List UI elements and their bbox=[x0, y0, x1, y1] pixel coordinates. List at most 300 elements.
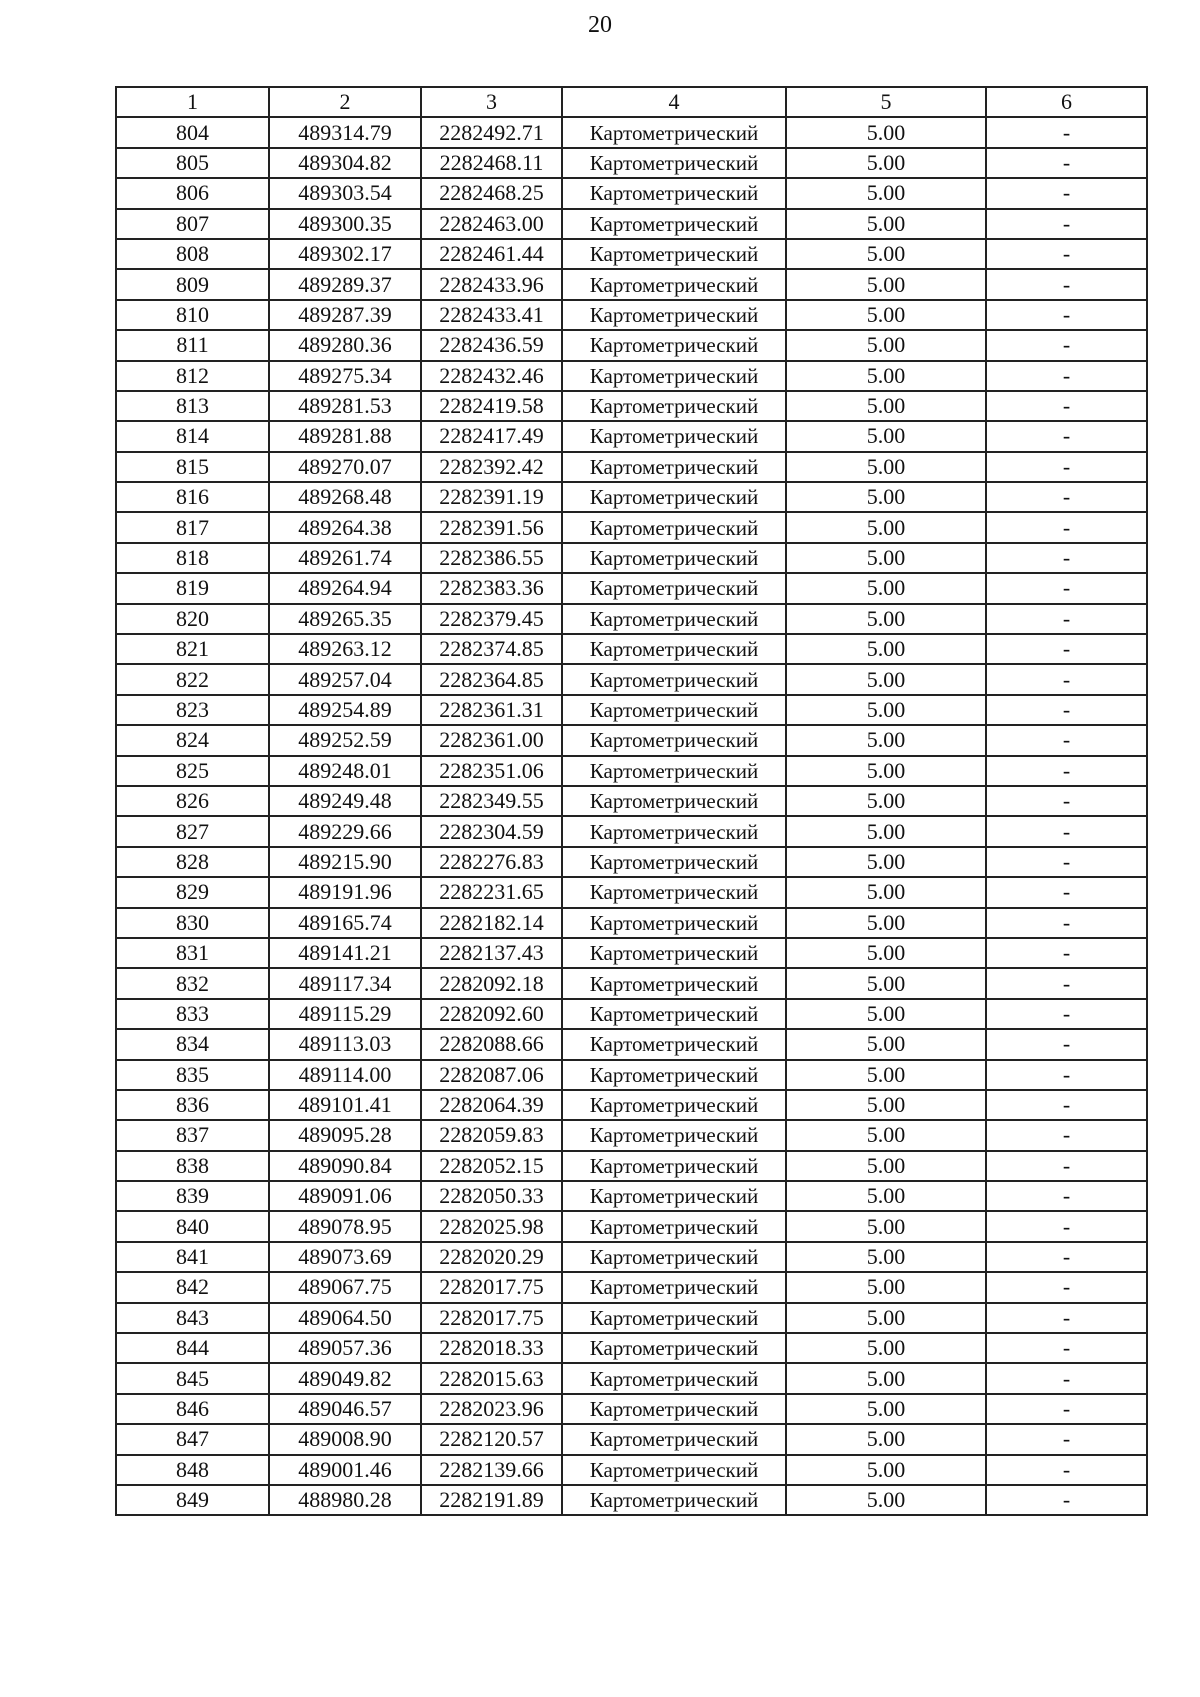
note-cell: - bbox=[986, 512, 1147, 542]
table-row bbox=[116, 756, 1147, 786]
method-cell: Картометрический bbox=[562, 1242, 786, 1272]
note-cell: - bbox=[986, 604, 1147, 634]
table-row bbox=[116, 361, 1147, 391]
accuracy-cell: 5.00 bbox=[786, 269, 986, 299]
table-row bbox=[116, 573, 1147, 603]
y-coordinate-cell: 2282231.65 bbox=[421, 877, 562, 907]
point-number-cell: 828 bbox=[116, 847, 269, 877]
table-row bbox=[116, 634, 1147, 664]
note-cell: - bbox=[986, 877, 1147, 907]
table-row bbox=[116, 847, 1147, 877]
x-coordinate-cell: 489113.03 bbox=[269, 1029, 421, 1059]
note-cell: - bbox=[986, 1090, 1147, 1120]
accuracy-cell: 5.00 bbox=[786, 695, 986, 725]
method-cell: Картометрический bbox=[562, 725, 786, 755]
x-coordinate-cell: 489049.82 bbox=[269, 1363, 421, 1393]
point-number-cell: 841 bbox=[116, 1242, 269, 1272]
y-coordinate-cell: 2282025.98 bbox=[421, 1211, 562, 1241]
y-coordinate-cell: 2282276.83 bbox=[421, 847, 562, 877]
accuracy-cell: 5.00 bbox=[786, 938, 986, 968]
accuracy-cell: 5.00 bbox=[786, 1151, 986, 1181]
table-row bbox=[116, 1211, 1147, 1241]
accuracy-cell: 5.00 bbox=[786, 573, 986, 603]
y-coordinate-cell: 2282349.55 bbox=[421, 786, 562, 816]
x-coordinate-cell: 489064.50 bbox=[269, 1303, 421, 1333]
note-cell: - bbox=[986, 1060, 1147, 1090]
y-coordinate-cell: 2282015.63 bbox=[421, 1363, 562, 1393]
table-row bbox=[116, 300, 1147, 330]
y-coordinate-cell: 2282120.57 bbox=[421, 1424, 562, 1454]
y-coordinate-cell: 2282018.33 bbox=[421, 1333, 562, 1363]
note-cell: - bbox=[986, 1029, 1147, 1059]
table-row bbox=[116, 1333, 1147, 1363]
y-coordinate-cell: 2282088.66 bbox=[421, 1029, 562, 1059]
note-cell: - bbox=[986, 1333, 1147, 1363]
y-coordinate-cell: 2282383.36 bbox=[421, 573, 562, 603]
y-coordinate-cell: 2282304.59 bbox=[421, 816, 562, 846]
accuracy-cell: 5.00 bbox=[786, 330, 986, 360]
accuracy-cell: 5.00 bbox=[786, 452, 986, 482]
x-coordinate-cell: 489289.37 bbox=[269, 269, 421, 299]
accuracy-cell: 5.00 bbox=[786, 148, 986, 178]
point-number-cell: 814 bbox=[116, 421, 269, 451]
table-row bbox=[116, 1151, 1147, 1181]
table-row bbox=[116, 695, 1147, 725]
note-cell: - bbox=[986, 1211, 1147, 1241]
note-cell: - bbox=[986, 361, 1147, 391]
x-coordinate-cell: 489264.94 bbox=[269, 573, 421, 603]
method-cell: Картометрический bbox=[562, 938, 786, 968]
point-number-cell: 839 bbox=[116, 1181, 269, 1211]
method-cell: Картометрический bbox=[562, 1394, 786, 1424]
x-coordinate-cell: 489265.35 bbox=[269, 604, 421, 634]
accuracy-cell: 5.00 bbox=[786, 968, 986, 998]
accuracy-cell: 5.00 bbox=[786, 999, 986, 1029]
table-row bbox=[116, 269, 1147, 299]
point-number-cell: 831 bbox=[116, 938, 269, 968]
table-row bbox=[116, 1060, 1147, 1090]
accuracy-cell: 5.00 bbox=[786, 391, 986, 421]
column-header-6: 6 bbox=[986, 87, 1147, 117]
method-cell: Картометрический bbox=[562, 816, 786, 846]
method-cell: Картометрический bbox=[562, 695, 786, 725]
accuracy-cell: 5.00 bbox=[786, 117, 986, 147]
x-coordinate-cell: 489302.17 bbox=[269, 239, 421, 269]
point-number-cell: 832 bbox=[116, 968, 269, 998]
method-cell: Картометрический bbox=[562, 573, 786, 603]
y-coordinate-cell: 2282463.00 bbox=[421, 209, 562, 239]
method-cell: Картометрический bbox=[562, 269, 786, 299]
method-cell: Картометрический bbox=[562, 148, 786, 178]
method-cell: Картометрический bbox=[562, 1272, 786, 1302]
note-cell: - bbox=[986, 482, 1147, 512]
y-coordinate-cell: 2282182.14 bbox=[421, 908, 562, 938]
method-cell: Картометрический bbox=[562, 847, 786, 877]
note-cell: - bbox=[986, 330, 1147, 360]
table-row bbox=[116, 1363, 1147, 1393]
method-cell: Картометрический bbox=[562, 1211, 786, 1241]
note-cell: - bbox=[986, 1181, 1147, 1211]
y-coordinate-cell: 2282374.85 bbox=[421, 634, 562, 664]
y-coordinate-cell: 2282092.18 bbox=[421, 968, 562, 998]
accuracy-cell: 5.00 bbox=[786, 1333, 986, 1363]
point-number-cell: 838 bbox=[116, 1151, 269, 1181]
point-number-cell: 835 bbox=[116, 1060, 269, 1090]
y-coordinate-cell: 2282361.00 bbox=[421, 725, 562, 755]
x-coordinate-cell: 489257.04 bbox=[269, 664, 421, 694]
note-cell: - bbox=[986, 300, 1147, 330]
y-coordinate-cell: 2282059.83 bbox=[421, 1120, 562, 1150]
x-coordinate-cell: 489275.34 bbox=[269, 361, 421, 391]
table-row bbox=[116, 968, 1147, 998]
accuracy-cell: 5.00 bbox=[786, 300, 986, 330]
accuracy-cell: 5.00 bbox=[786, 877, 986, 907]
x-coordinate-cell: 489264.38 bbox=[269, 512, 421, 542]
table-row bbox=[116, 1303, 1147, 1333]
x-coordinate-cell: 489261.74 bbox=[269, 543, 421, 573]
note-cell: - bbox=[986, 452, 1147, 482]
y-coordinate-cell: 2282023.96 bbox=[421, 1394, 562, 1424]
accuracy-cell: 5.00 bbox=[786, 239, 986, 269]
point-number-cell: 836 bbox=[116, 1090, 269, 1120]
accuracy-cell: 5.00 bbox=[786, 1455, 986, 1485]
point-number-cell: 818 bbox=[116, 543, 269, 573]
table-row bbox=[116, 148, 1147, 178]
column-header-1: 1 bbox=[116, 87, 269, 117]
accuracy-cell: 5.00 bbox=[786, 1424, 986, 1454]
x-coordinate-cell: 489281.53 bbox=[269, 391, 421, 421]
table-row bbox=[116, 816, 1147, 846]
method-cell: Картометрический bbox=[562, 1181, 786, 1211]
point-number-cell: 830 bbox=[116, 908, 269, 938]
note-cell: - bbox=[986, 786, 1147, 816]
x-coordinate-cell: 489304.82 bbox=[269, 148, 421, 178]
table-row bbox=[116, 209, 1147, 239]
method-cell: Картометрический bbox=[562, 908, 786, 938]
x-coordinate-cell: 489091.06 bbox=[269, 1181, 421, 1211]
y-coordinate-cell: 2282379.45 bbox=[421, 604, 562, 634]
accuracy-cell: 5.00 bbox=[786, 1120, 986, 1150]
accuracy-cell: 5.00 bbox=[786, 1272, 986, 1302]
method-cell: Картометрический bbox=[562, 1303, 786, 1333]
note-cell: - bbox=[986, 725, 1147, 755]
note-cell: - bbox=[986, 421, 1147, 451]
method-cell: Картометрический bbox=[562, 1333, 786, 1363]
note-cell: - bbox=[986, 269, 1147, 299]
method-cell: Картометрический bbox=[562, 968, 786, 998]
x-coordinate-cell: 488980.28 bbox=[269, 1485, 421, 1515]
table-row bbox=[116, 1394, 1147, 1424]
table-row bbox=[116, 725, 1147, 755]
point-number-cell: 840 bbox=[116, 1211, 269, 1241]
method-cell: Картометрический bbox=[562, 421, 786, 451]
note-cell: - bbox=[986, 148, 1147, 178]
method-cell: Картометрический bbox=[562, 1090, 786, 1120]
point-number-cell: 829 bbox=[116, 877, 269, 907]
x-coordinate-cell: 489270.07 bbox=[269, 452, 421, 482]
point-number-cell: 820 bbox=[116, 604, 269, 634]
y-coordinate-cell: 2282391.56 bbox=[421, 512, 562, 542]
note-cell: - bbox=[986, 756, 1147, 786]
point-number-cell: 826 bbox=[116, 786, 269, 816]
note-cell: - bbox=[986, 1303, 1147, 1333]
accuracy-cell: 5.00 bbox=[786, 1242, 986, 1272]
x-coordinate-cell: 489191.96 bbox=[269, 877, 421, 907]
point-number-cell: 813 bbox=[116, 391, 269, 421]
method-cell: Картометрический bbox=[562, 664, 786, 694]
note-cell: - bbox=[986, 1120, 1147, 1150]
note-cell: - bbox=[986, 634, 1147, 664]
table-row bbox=[116, 421, 1147, 451]
method-cell: Картометрический bbox=[562, 1029, 786, 1059]
y-coordinate-cell: 2282064.39 bbox=[421, 1090, 562, 1120]
x-coordinate-cell: 489252.59 bbox=[269, 725, 421, 755]
accuracy-cell: 5.00 bbox=[786, 1363, 986, 1393]
point-number-cell: 805 bbox=[116, 148, 269, 178]
accuracy-cell: 5.00 bbox=[786, 512, 986, 542]
method-cell: Картометрический bbox=[562, 178, 786, 208]
point-number-cell: 817 bbox=[116, 512, 269, 542]
note-cell: - bbox=[986, 573, 1147, 603]
y-coordinate-cell: 2282020.29 bbox=[421, 1242, 562, 1272]
note-cell: - bbox=[986, 1394, 1147, 1424]
x-coordinate-cell: 489254.89 bbox=[269, 695, 421, 725]
accuracy-cell: 5.00 bbox=[786, 1303, 986, 1333]
note-cell: - bbox=[986, 1424, 1147, 1454]
point-number-cell: 827 bbox=[116, 816, 269, 846]
y-coordinate-cell: 2282139.66 bbox=[421, 1455, 562, 1485]
method-cell: Картометрический bbox=[562, 117, 786, 147]
point-number-cell: 843 bbox=[116, 1303, 269, 1333]
accuracy-cell: 5.00 bbox=[786, 847, 986, 877]
table-row bbox=[116, 1242, 1147, 1272]
accuracy-cell: 5.00 bbox=[786, 756, 986, 786]
table-row bbox=[116, 1485, 1147, 1515]
method-cell: Картометрический bbox=[562, 877, 786, 907]
note-cell: - bbox=[986, 847, 1147, 877]
method-cell: Картометрический bbox=[562, 1363, 786, 1393]
y-coordinate-cell: 2282351.06 bbox=[421, 756, 562, 786]
point-number-cell: 833 bbox=[116, 999, 269, 1029]
y-coordinate-cell: 2282391.19 bbox=[421, 482, 562, 512]
y-coordinate-cell: 2282492.71 bbox=[421, 117, 562, 147]
table-row bbox=[116, 908, 1147, 938]
y-coordinate-cell: 2282087.06 bbox=[421, 1060, 562, 1090]
table-row bbox=[116, 482, 1147, 512]
point-number-cell: 811 bbox=[116, 330, 269, 360]
x-coordinate-cell: 489263.12 bbox=[269, 634, 421, 664]
point-number-cell: 848 bbox=[116, 1455, 269, 1485]
point-number-cell: 834 bbox=[116, 1029, 269, 1059]
x-coordinate-cell: 489114.00 bbox=[269, 1060, 421, 1090]
table-row bbox=[116, 330, 1147, 360]
point-number-cell: 823 bbox=[116, 695, 269, 725]
table-row bbox=[116, 1181, 1147, 1211]
y-coordinate-cell: 2282137.43 bbox=[421, 938, 562, 968]
method-cell: Картометрический bbox=[562, 391, 786, 421]
column-header-2: 2 bbox=[269, 87, 421, 117]
table-row bbox=[116, 1455, 1147, 1485]
table-row bbox=[116, 239, 1147, 269]
table-row bbox=[116, 999, 1147, 1029]
x-coordinate-cell: 489300.35 bbox=[269, 209, 421, 239]
x-coordinate-cell: 489229.66 bbox=[269, 816, 421, 846]
y-coordinate-cell: 2282419.58 bbox=[421, 391, 562, 421]
column-header-3: 3 bbox=[421, 87, 562, 117]
y-coordinate-cell: 2282468.11 bbox=[421, 148, 562, 178]
column-header-4: 4 bbox=[562, 87, 786, 117]
accuracy-cell: 5.00 bbox=[786, 543, 986, 573]
note-cell: - bbox=[986, 968, 1147, 998]
method-cell: Картометрический bbox=[562, 1151, 786, 1181]
point-number-cell: 807 bbox=[116, 209, 269, 239]
accuracy-cell: 5.00 bbox=[786, 634, 986, 664]
accuracy-cell: 5.00 bbox=[786, 664, 986, 694]
note-cell: - bbox=[986, 938, 1147, 968]
accuracy-cell: 5.00 bbox=[786, 482, 986, 512]
y-coordinate-cell: 2282433.41 bbox=[421, 300, 562, 330]
note-cell: - bbox=[986, 695, 1147, 725]
y-coordinate-cell: 2282017.75 bbox=[421, 1272, 562, 1302]
x-coordinate-cell: 489314.79 bbox=[269, 117, 421, 147]
coordinates-table bbox=[115, 86, 1148, 1516]
method-cell: Картометрический bbox=[562, 361, 786, 391]
method-cell: Картометрический bbox=[562, 452, 786, 482]
point-number-cell: 809 bbox=[116, 269, 269, 299]
x-coordinate-cell: 489001.46 bbox=[269, 1455, 421, 1485]
table-row bbox=[116, 877, 1147, 907]
x-coordinate-cell: 489073.69 bbox=[269, 1242, 421, 1272]
y-coordinate-cell: 2282052.15 bbox=[421, 1151, 562, 1181]
note-cell: - bbox=[986, 664, 1147, 694]
x-coordinate-cell: 489141.21 bbox=[269, 938, 421, 968]
method-cell: Картометрический bbox=[562, 330, 786, 360]
method-cell: Картометрический bbox=[562, 543, 786, 573]
x-coordinate-cell: 489287.39 bbox=[269, 300, 421, 330]
x-coordinate-cell: 489303.54 bbox=[269, 178, 421, 208]
x-coordinate-cell: 489165.74 bbox=[269, 908, 421, 938]
table-row bbox=[116, 664, 1147, 694]
y-coordinate-cell: 2282191.89 bbox=[421, 1485, 562, 1515]
method-cell: Картометрический bbox=[562, 209, 786, 239]
method-cell: Картометрический bbox=[562, 756, 786, 786]
accuracy-cell: 5.00 bbox=[786, 1211, 986, 1241]
table-row bbox=[116, 178, 1147, 208]
method-cell: Картометрический bbox=[562, 1424, 786, 1454]
table-row bbox=[116, 1120, 1147, 1150]
x-coordinate-cell: 489008.90 bbox=[269, 1424, 421, 1454]
method-cell: Картометрический bbox=[562, 786, 786, 816]
y-coordinate-cell: 2282386.55 bbox=[421, 543, 562, 573]
table-header bbox=[116, 87, 1147, 117]
point-number-cell: 844 bbox=[116, 1333, 269, 1363]
note-cell: - bbox=[986, 1363, 1147, 1393]
x-coordinate-cell: 489249.48 bbox=[269, 786, 421, 816]
point-number-cell: 815 bbox=[116, 452, 269, 482]
y-coordinate-cell: 2282092.60 bbox=[421, 999, 562, 1029]
table-row bbox=[116, 1090, 1147, 1120]
note-cell: - bbox=[986, 1242, 1147, 1272]
accuracy-cell: 5.00 bbox=[786, 725, 986, 755]
note-cell: - bbox=[986, 239, 1147, 269]
point-number-cell: 810 bbox=[116, 300, 269, 330]
table-row bbox=[116, 452, 1147, 482]
accuracy-cell: 5.00 bbox=[786, 908, 986, 938]
point-number-cell: 808 bbox=[116, 239, 269, 269]
point-number-cell: 846 bbox=[116, 1394, 269, 1424]
point-number-cell: 837 bbox=[116, 1120, 269, 1150]
note-cell: - bbox=[986, 543, 1147, 573]
note-cell: - bbox=[986, 178, 1147, 208]
y-coordinate-cell: 2282417.49 bbox=[421, 421, 562, 451]
table-row bbox=[116, 117, 1147, 147]
accuracy-cell: 5.00 bbox=[786, 209, 986, 239]
y-coordinate-cell: 2282468.25 bbox=[421, 178, 562, 208]
x-coordinate-cell: 489101.41 bbox=[269, 1090, 421, 1120]
accuracy-cell: 5.00 bbox=[786, 1181, 986, 1211]
x-coordinate-cell: 489067.75 bbox=[269, 1272, 421, 1302]
table-row bbox=[116, 1029, 1147, 1059]
point-number-cell: 821 bbox=[116, 634, 269, 664]
note-cell: - bbox=[986, 209, 1147, 239]
x-coordinate-cell: 489095.28 bbox=[269, 1120, 421, 1150]
x-coordinate-cell: 489248.01 bbox=[269, 756, 421, 786]
method-cell: Картометрический bbox=[562, 482, 786, 512]
method-cell: Картометрический bbox=[562, 634, 786, 664]
note-cell: - bbox=[986, 117, 1147, 147]
method-cell: Картометрический bbox=[562, 239, 786, 269]
note-cell: - bbox=[986, 1485, 1147, 1515]
accuracy-cell: 5.00 bbox=[786, 361, 986, 391]
point-number-cell: 825 bbox=[116, 756, 269, 786]
x-coordinate-cell: 489215.90 bbox=[269, 847, 421, 877]
y-coordinate-cell: 2282364.85 bbox=[421, 664, 562, 694]
note-cell: - bbox=[986, 908, 1147, 938]
header-row bbox=[116, 87, 1147, 117]
y-coordinate-cell: 2282361.31 bbox=[421, 695, 562, 725]
y-coordinate-cell: 2282461.44 bbox=[421, 239, 562, 269]
accuracy-cell: 5.00 bbox=[786, 816, 986, 846]
note-cell: - bbox=[986, 391, 1147, 421]
x-coordinate-cell: 489281.88 bbox=[269, 421, 421, 451]
note-cell: - bbox=[986, 999, 1147, 1029]
y-coordinate-cell: 2282433.96 bbox=[421, 269, 562, 299]
note-cell: - bbox=[986, 816, 1147, 846]
y-coordinate-cell: 2282392.42 bbox=[421, 452, 562, 482]
x-coordinate-cell: 489090.84 bbox=[269, 1151, 421, 1181]
table-row bbox=[116, 512, 1147, 542]
table-row bbox=[116, 391, 1147, 421]
y-coordinate-cell: 2282017.75 bbox=[421, 1303, 562, 1333]
point-number-cell: 824 bbox=[116, 725, 269, 755]
point-number-cell: 804 bbox=[116, 117, 269, 147]
method-cell: Картометрический bbox=[562, 1455, 786, 1485]
x-coordinate-cell: 489268.48 bbox=[269, 482, 421, 512]
method-cell: Картометрический bbox=[562, 1060, 786, 1090]
note-cell: - bbox=[986, 1272, 1147, 1302]
x-coordinate-cell: 489057.36 bbox=[269, 1333, 421, 1363]
column-header-5: 5 bbox=[786, 87, 986, 117]
point-number-cell: 812 bbox=[116, 361, 269, 391]
method-cell: Картометрический bbox=[562, 512, 786, 542]
point-number-cell: 822 bbox=[116, 664, 269, 694]
point-number-cell: 847 bbox=[116, 1424, 269, 1454]
method-cell: Картометрический bbox=[562, 999, 786, 1029]
table-body bbox=[116, 117, 1147, 1515]
x-coordinate-cell: 489117.34 bbox=[269, 968, 421, 998]
x-coordinate-cell: 489115.29 bbox=[269, 999, 421, 1029]
accuracy-cell: 5.00 bbox=[786, 1029, 986, 1059]
